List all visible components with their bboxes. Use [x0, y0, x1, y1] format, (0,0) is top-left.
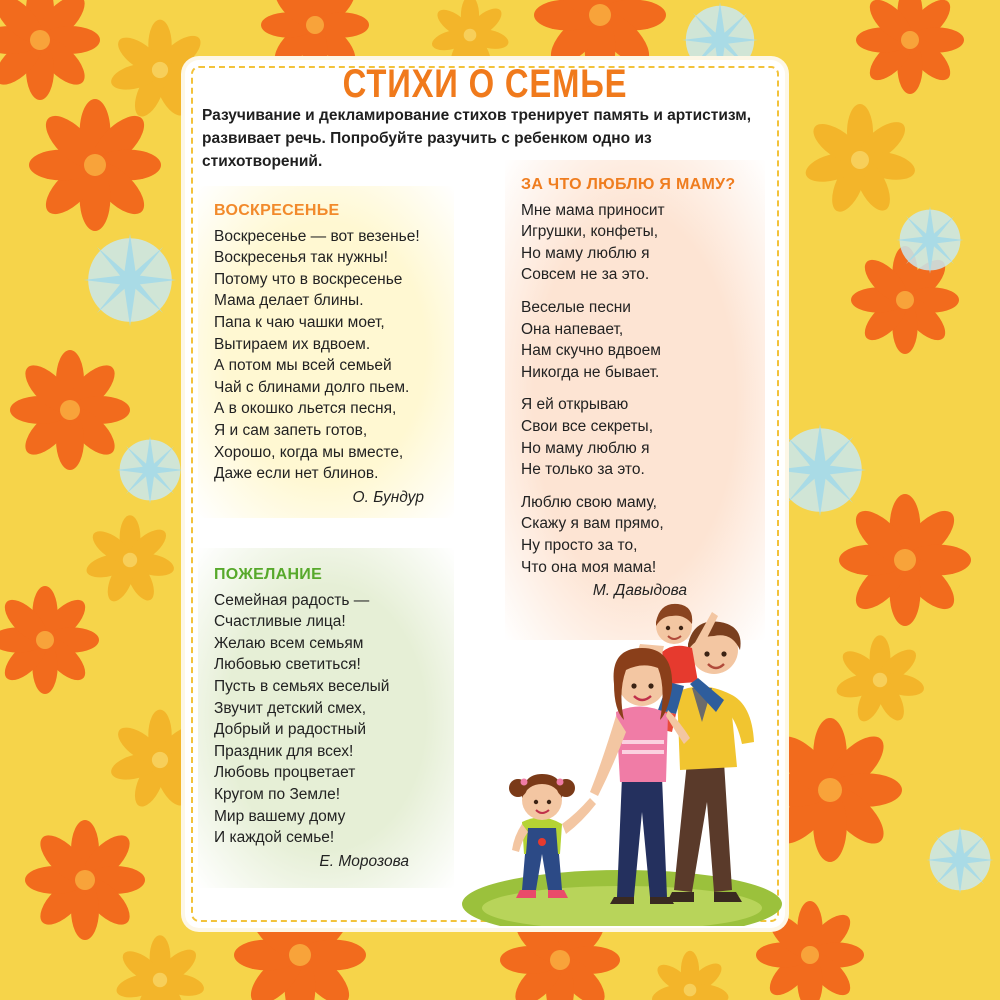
poem-stanza	[521, 394, 765, 480]
poem-line: Любовью светиться!	[214, 656, 361, 674]
poem-line: Воскресенье — вот везенье!	[214, 227, 420, 245]
poem-line: Мне мама приносит	[521, 201, 665, 219]
poem-line: Счастливые лица!	[214, 613, 346, 631]
poem-line: Но маму люблю я	[521, 244, 650, 262]
poem-stanza	[521, 492, 765, 578]
poem-author: Е. Морозова	[319, 852, 409, 870]
poem-wish	[198, 548, 454, 888]
page-title: СТИХИ О СЕМЬЕ	[342, 62, 628, 106]
poem-line: Даже если нет блинов.	[214, 465, 379, 483]
poem-line: Ну просто за то,	[521, 536, 638, 554]
poem-line: Веселые песни	[521, 298, 631, 316]
poem-line: Свои все секреты,	[521, 417, 653, 435]
poem-heading: ПОЖЕЛАНИЕ	[214, 566, 323, 583]
poem-line: Любовь процветает	[214, 764, 356, 782]
poem-author: М. Давыдова	[592, 582, 687, 600]
poem-line: Вытираем их вдвоем.	[214, 335, 371, 353]
poem-mom	[505, 160, 765, 640]
poem-stanza	[521, 297, 765, 383]
poem-line: Папа к чаю чашки моет,	[214, 313, 385, 331]
poem-line: Нам скучно вдвоем	[521, 342, 661, 360]
poem-line: Никогда не бывает.	[521, 363, 660, 381]
poem-line: Совсем не за это.	[521, 266, 650, 284]
poem-line: Кругом по Земле!	[214, 785, 341, 803]
poem-heading: ВОСКРЕСЕНЬЕ	[214, 202, 340, 219]
poem-sunday	[198, 186, 454, 518]
poem-author: О. Бундур	[352, 488, 424, 506]
poem-line: Пусть в семьях веселый	[214, 677, 390, 695]
poem-line: Хорошо, когда мы вместе,	[214, 443, 404, 461]
poem-line: Мама делает блины.	[214, 292, 364, 310]
poem-line: Но маму люблю я	[521, 439, 650, 457]
poem-line: Звучит детский смех,	[214, 699, 367, 717]
poem-line: Люблю свою маму,	[521, 493, 657, 511]
poem-line: Игрушки, конфеты,	[521, 223, 659, 241]
poem-line: Скажу я вам прямо,	[521, 515, 664, 533]
poem-line: Чай с блинами долго пьем.	[214, 378, 410, 396]
poem-line: И каждой семье!	[214, 829, 335, 847]
poem-line: Добрый и радостный	[214, 721, 366, 739]
poem-lines	[214, 590, 454, 849]
poem-line: Я и сам запеть готов,	[214, 421, 368, 439]
poem-line: Воскресенья так нужны!	[214, 249, 388, 267]
poem-line: А потом мы всей семьей	[214, 357, 392, 375]
poem-line: Она напевает,	[521, 320, 624, 338]
poem-line: Потому что в воскресенье	[214, 270, 403, 288]
poem-line: Мир вашему дому	[214, 807, 346, 825]
poem-line: Я ей открываю	[521, 396, 629, 414]
poem-line: Праздник для всех!	[214, 742, 354, 760]
poem-line: Желаю всем семьям	[214, 634, 364, 652]
poem-line: Семейная радость —	[214, 591, 370, 609]
poem-line: Не только за это.	[521, 461, 645, 479]
poem-stanza	[521, 200, 765, 286]
poem-line: А в окошко льется песня,	[214, 400, 397, 418]
poem-heading: ЗА ЧТО ЛЮБЛЮ Я МАМУ?	[521, 176, 736, 193]
poem-lines	[214, 226, 454, 485]
intro-text: Разучивание и декламирование стихов тренирует память и артистизм, развивает речь. Попробуйте разучить с ребенком одно из стихотворений.	[202, 107, 752, 170]
poem-line: Что она моя мама!	[521, 558, 657, 576]
family-illustration	[462, 592, 784, 926]
